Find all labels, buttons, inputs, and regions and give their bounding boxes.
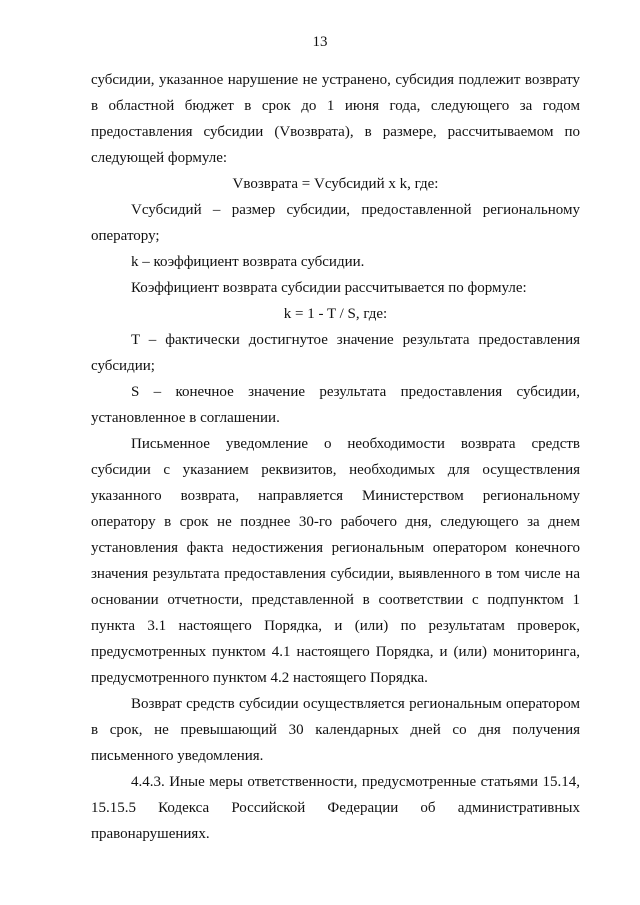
paragraph-coefficient-intro: Коэффициент возврата субсидии рассчитывается по формуле: [131, 280, 527, 296]
paragraph-definition-k: k – коэффициент возврата субсидии. [131, 254, 365, 270]
document-body [91, 67, 580, 847]
paragraph-definition-s: S – конечное значение результата предоставления субсидии, установленное в соглашении. [91, 384, 580, 426]
paragraph-continuation: субсидии, указанное нарушение не устранено, субсидия подлежит возврату в областной бюджет в срок до 1 июня года, следующего за годом предоставления субсидии (Vвозврата), в размере, рассчитываемом по следующей формуле: [91, 72, 580, 166]
paragraph-section-4-4-3: 4.4.3. Иные меры ответственности, предусмотренные статьями 15.14, 15.15.5 Кодекса Российской Федерации об административных правонарушениях. [91, 774, 580, 842]
paragraph-written-notice: Письменное уведомление о необходимости возврата средств субсидии с указанием реквизитов, необходимых для осуществления указанного возврата, направляется Министерством региональному оператору в срок не позднее 30-го рабочего дня, следующего за днем установления факта недостижения региональным оператором конечного значения результата предоставления субсидии, выявленного в том числе на основании отчетности, представленной в соответствии с подпунктом 1 пункта 3.1 настоящего Порядка, и (или) по результатам проверок, предусмотренных пунктом 4.1 настоящего Порядка, и (или) мониторинга, предусмотренного пунктом 4.2 настоящего Порядка. [91, 436, 580, 686]
formula-coefficient: k = 1 - T / S, где: [283, 306, 388, 322]
formula-return-amount: Vвозврата = Vсубсидий x k, где: [232, 176, 439, 192]
paragraph-refund-term: Возврат средств субсидии осуществляется региональным оператором в срок, не превышающий 30 календарных дней со дня получения письменного уведомления. [91, 696, 580, 764]
page-number: 13 [312, 34, 328, 50]
paragraph-definition-t: T – фактически достигнутое значение результата предоставления субсидии; [91, 332, 580, 374]
paragraph-definition-vsubsidy: Vсубсидий – размер субсидии, предоставленной региональному оператору; [91, 202, 580, 244]
